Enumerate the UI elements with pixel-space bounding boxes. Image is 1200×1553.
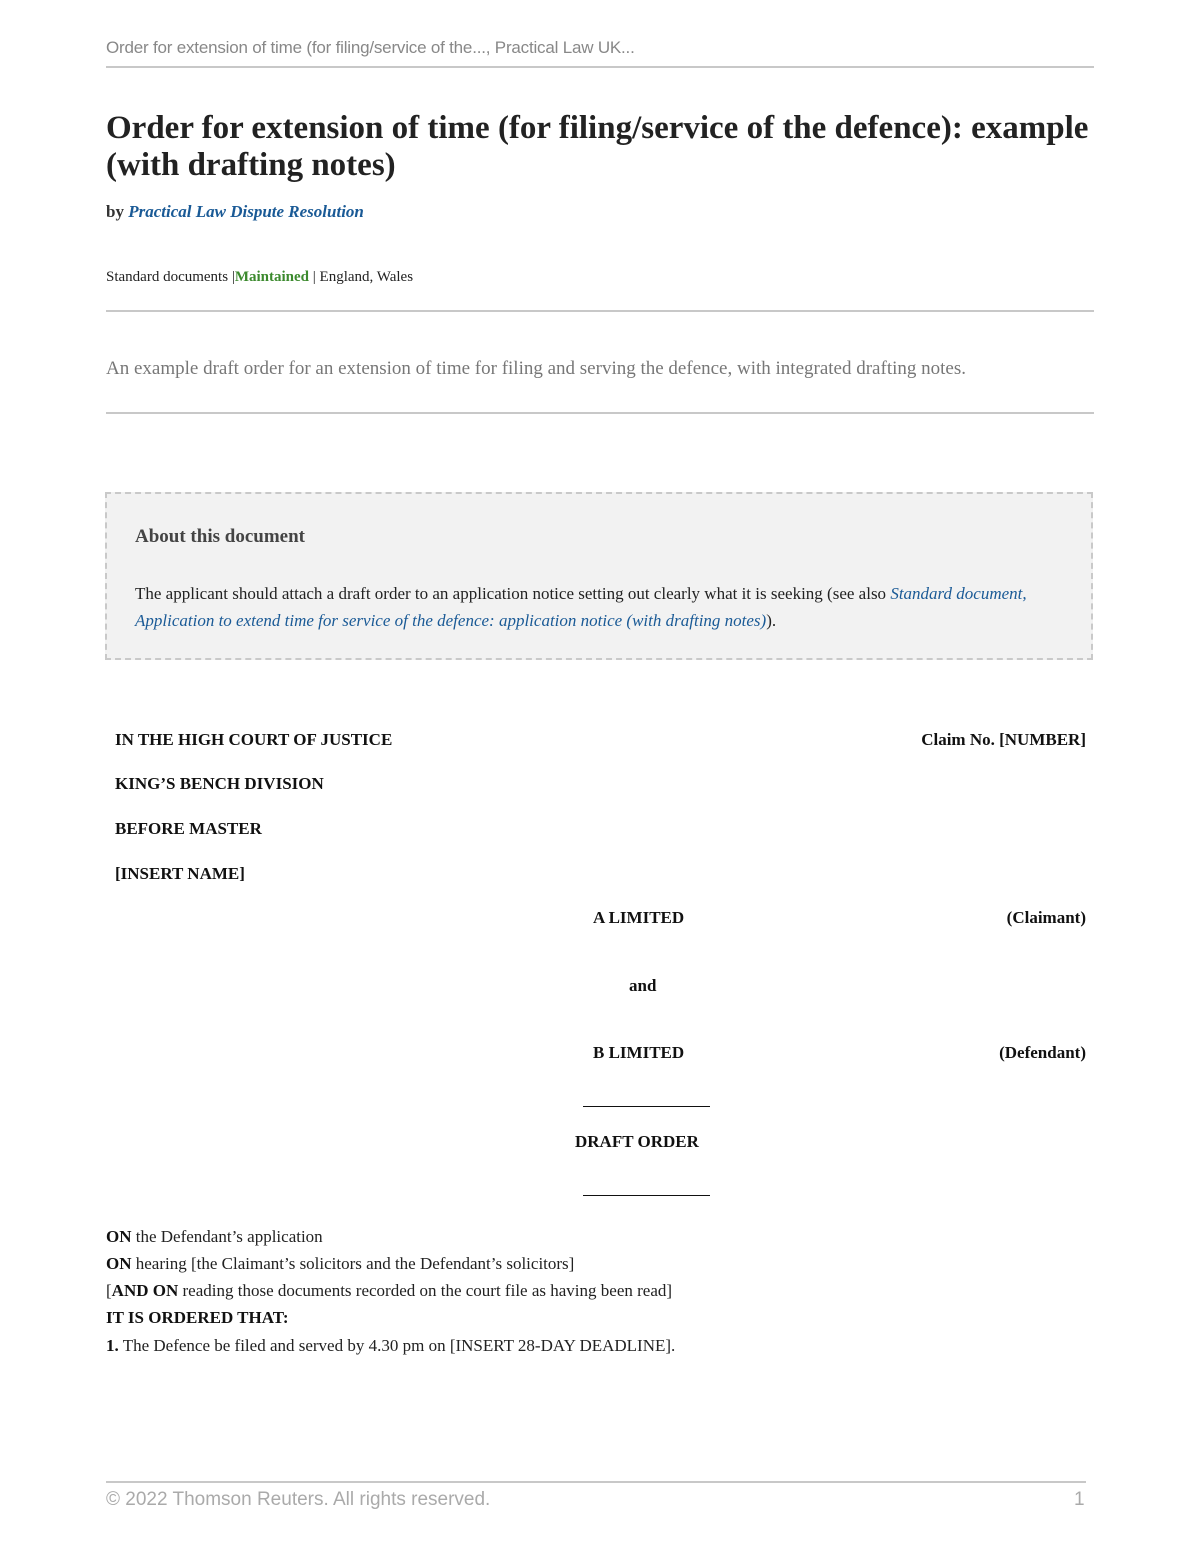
claimant-role: (Claimant): [1006, 908, 1086, 927]
footer-divider: [106, 1481, 1086, 1483]
document-title: Order for extension of time (for filing/service of the defence): example (with drafting notes): [106, 110, 1089, 183]
meta-separator: |: [231, 269, 235, 285]
recital-3-lead: AND ON: [111, 1281, 179, 1300]
defendant-role: (Defendant): [999, 1043, 1086, 1062]
meta-divider: [106, 310, 1094, 312]
header-divider: [106, 66, 1094, 68]
standard-document-link[interactable]: Standard document, Application to extend time for service of the defence: application notice (with drafting notes): [135, 584, 1027, 630]
court-name: IN THE HIGH COURT OF JUSTICE: [115, 730, 393, 749]
status-badge: Maintained: [234, 269, 310, 285]
running-header: Order for extension of time (for filing/service of the..., Practical Law UK...: [106, 38, 635, 57]
recital-2-text: hearing [the Claimant’s solicitors and the Defendant’s solicitors]: [131, 1254, 575, 1273]
recital-1-text: the Defendant’s application: [131, 1227, 323, 1246]
about-text-after: ).: [766, 611, 777, 630]
meta-separator-2: |: [312, 269, 316, 285]
order-title: DRAFT ORDER: [575, 1132, 699, 1151]
order-title-rule-top: [583, 1106, 710, 1107]
before-master: BEFORE MASTER: [115, 819, 262, 838]
recital-hearing: [106, 1254, 574, 1274]
recital-1-lead: ON: [106, 1227, 132, 1246]
author-link[interactable]: Practical Law Dispute Resolution: [128, 202, 364, 221]
court-division: KING’S BENCH DIVISION: [115, 774, 324, 793]
recital-3-text: reading those documents recorded on the court file as having been read]: [178, 1281, 673, 1300]
byline-prefix: by: [106, 202, 124, 221]
defendant-name: B LIMITED: [593, 1043, 685, 1062]
about-heading: About this document: [135, 526, 305, 547]
document-type: Standard documents: [106, 269, 229, 285]
recital-application: [106, 1227, 323, 1247]
recital-2-lead: ON: [106, 1254, 132, 1273]
footer-copyright: © 2022 Thomson Reuters. All rights reserved.: [106, 1489, 491, 1510]
paragraph-number: 1.: [106, 1336, 119, 1355]
about-box: [105, 492, 1093, 660]
claim-number: Claim No. [NUMBER]: [921, 730, 1086, 749]
byline: [106, 202, 364, 222]
page-number: 1: [1074, 1489, 1085, 1510]
jurisdiction: England, Wales: [319, 269, 414, 285]
about-text-before: The applicant should attach a draft order to an application notice setting out clearly what it is seeking (see also: [135, 584, 891, 603]
summary-divider: [106, 412, 1094, 414]
recital-3-open: [: [106, 1281, 112, 1300]
ordered-text: IT IS ORDERED THAT:: [106, 1308, 289, 1327]
claimant-name: A LIMITED: [593, 908, 685, 927]
about-text: [135, 580, 1070, 634]
order-paragraph-1: [106, 1336, 675, 1356]
recital-reading: [106, 1281, 672, 1301]
order-title-rule-bottom: [583, 1195, 710, 1196]
master-name: [INSERT NAME]: [115, 864, 245, 883]
document-meta: [106, 269, 413, 286]
party-and: and: [629, 976, 657, 995]
paragraph-text: The Defence be filed and served by 4.30 pm on [INSERT 28-DAY DEADLINE].: [118, 1336, 676, 1355]
document-summary: An example draft order for an extension of time for filing and serving the defence, with integrated drafting notes.: [106, 358, 966, 379]
ordered-heading: [106, 1308, 288, 1328]
